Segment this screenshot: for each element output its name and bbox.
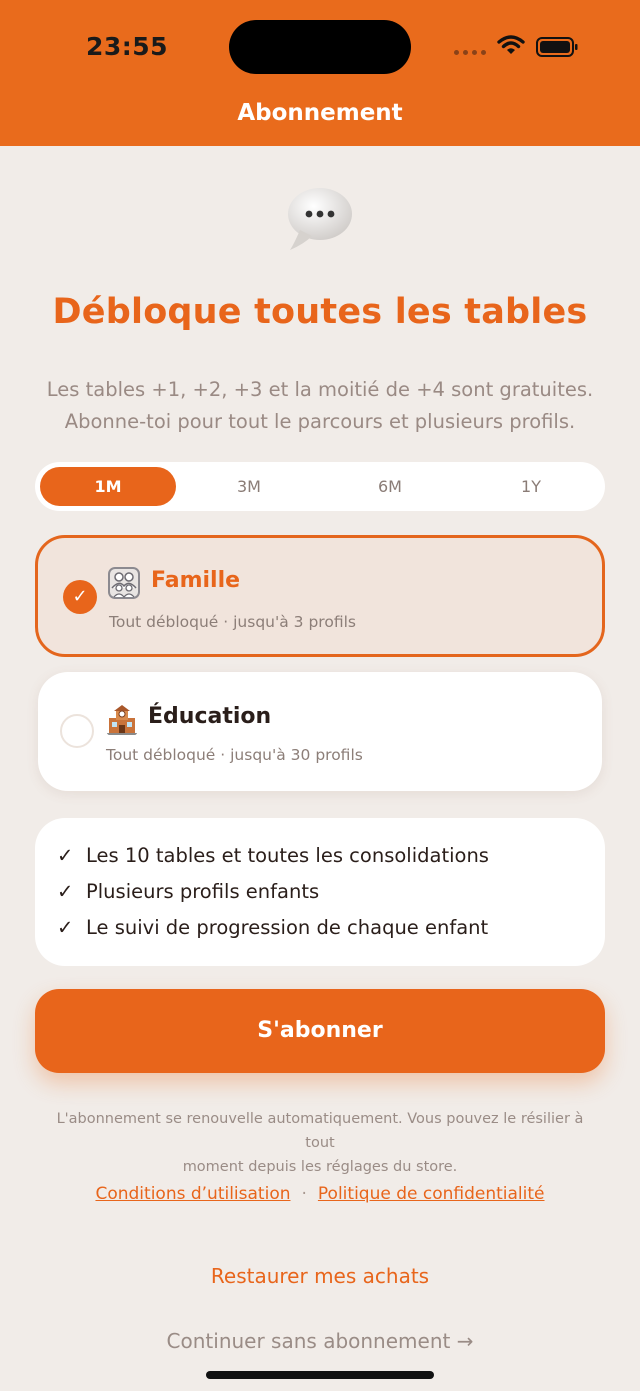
subtitle-line-1: Les tables +1, +2, +3 et la moitié de +4 sont gratuites. xyxy=(46,378,594,401)
privacy-link[interactable]: Politique de confidentialité xyxy=(317,1184,545,1204)
legal-links xyxy=(0,1184,640,1204)
legal-line-1: L'abonnement se renouvelle automatiquement. Vous pouvez le résilier à tout xyxy=(56,1111,584,1151)
wifi-icon xyxy=(497,34,525,56)
plan-name: Famille xyxy=(151,568,241,593)
radio-unselected[interactable] xyxy=(60,714,94,748)
battery-icon xyxy=(536,37,578,57)
feature-item xyxy=(57,878,605,914)
check-icon: ✓ xyxy=(57,916,74,939)
duration-option-1y[interactable]: 1Y xyxy=(521,477,541,496)
continue-without-subscription-button[interactable]: Continuer sans abonnement → xyxy=(166,1329,474,1353)
restore-purchases-button[interactable]: Restaurer mes achats xyxy=(210,1264,430,1288)
plan-description: Tout débloqué · jusqu'à 3 profils xyxy=(109,613,356,631)
link-separator: · xyxy=(301,1184,307,1204)
paywall-subtitle xyxy=(30,374,610,438)
dynamic-island xyxy=(229,20,411,74)
radio-selected-check-icon[interactable]: ✓ xyxy=(63,580,97,614)
header-bar xyxy=(0,0,640,146)
status-time: 23:55 xyxy=(86,32,169,61)
plan-card-famille[interactable] xyxy=(35,535,605,657)
legal-line-2: moment depuis les réglages du store. xyxy=(182,1159,458,1175)
feature-text: Le suivi de progression de chaque enfant xyxy=(86,916,489,939)
subscribe-button[interactable]: S'abonner xyxy=(35,989,605,1073)
feature-text: Plusieurs profils enfants xyxy=(86,880,320,903)
feature-text: Les 10 tables et toutes les consolidations xyxy=(86,844,489,867)
speech-bubble-icon xyxy=(286,186,354,252)
home-indicator xyxy=(206,1371,434,1379)
plan-name: Éducation xyxy=(148,704,272,729)
feature-item xyxy=(57,914,605,950)
terms-link[interactable]: Conditions d’utilisation xyxy=(95,1184,291,1204)
plan-description: Tout débloqué · jusqu'à 30 profils xyxy=(106,746,363,764)
check-icon: ✓ xyxy=(57,880,74,903)
cellular-signal-icon xyxy=(454,50,486,55)
duration-option-3m[interactable]: 3M xyxy=(237,477,261,496)
feature-item xyxy=(57,842,605,878)
paywall-title: Débloque toutes les tables xyxy=(52,292,588,332)
nav-title: Abonnement xyxy=(237,100,403,126)
check-icon: ✓ xyxy=(57,844,74,867)
family-icon xyxy=(108,567,140,599)
duration-option-6m[interactable]: 6M xyxy=(378,477,402,496)
subtitle-line-2: Abonne-toi pour tout le parcours et plusieurs profils. xyxy=(64,410,576,433)
legal-text xyxy=(40,1107,600,1179)
plan-card-education[interactable] xyxy=(38,672,602,791)
features-card xyxy=(35,818,605,966)
school-icon xyxy=(106,704,138,736)
duration-option-1m[interactable]: 1M xyxy=(40,467,176,506)
duration-segmented-control xyxy=(35,462,605,511)
